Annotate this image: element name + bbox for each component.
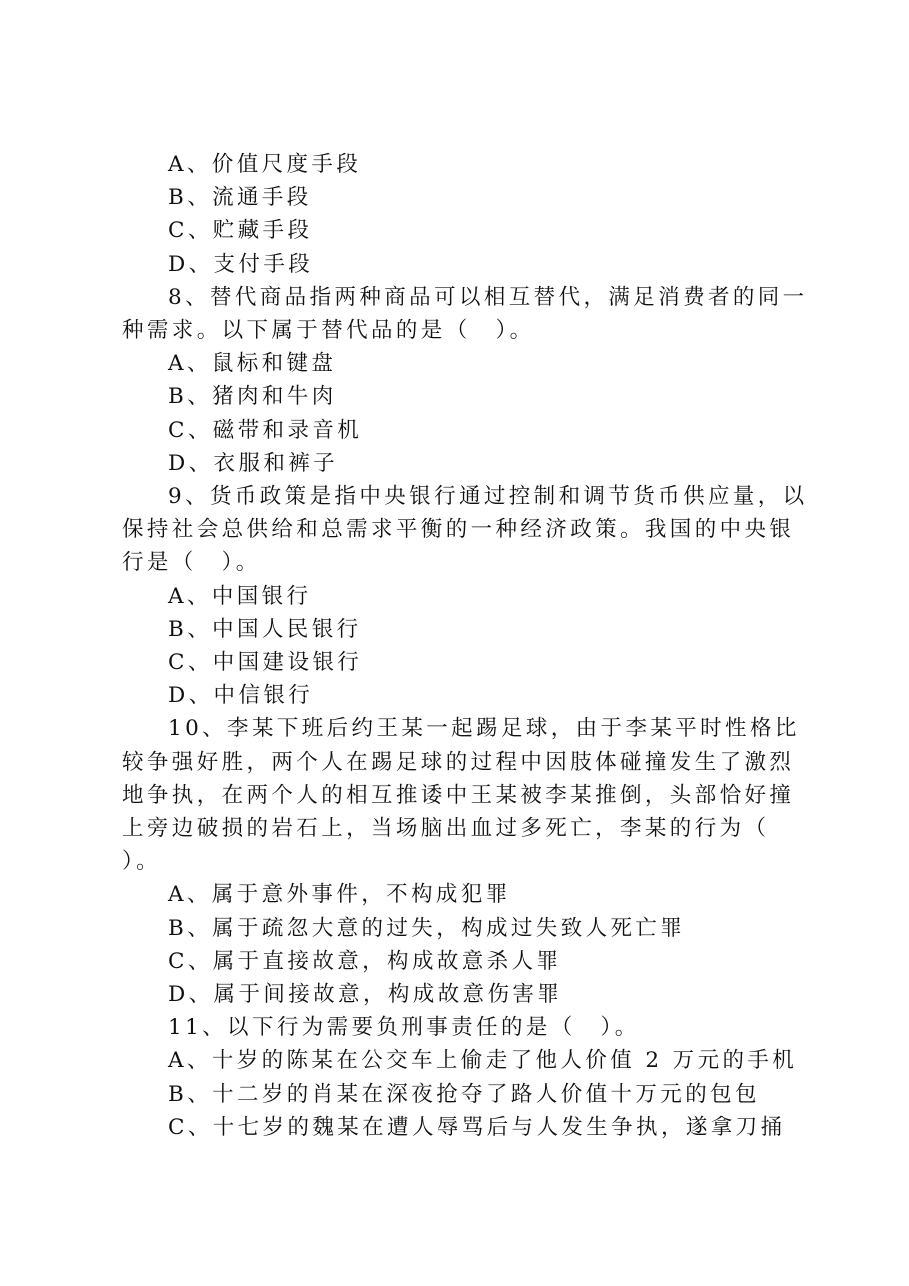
document-body	[122, 148, 808, 1144]
text-line: 行是（ ）。	[122, 550, 261, 576]
text-line: D、衣服和裤子	[168, 450, 339, 476]
text-line: C、中国建设银行	[168, 650, 363, 676]
text-line: 11、以下行为需要负刑事责任的是（ ）。	[168, 1015, 640, 1041]
text-line: A、鼠标和键盘	[168, 351, 337, 377]
text-line: A、价值尺度手段	[168, 152, 362, 177]
text-line: B、流通手段	[168, 185, 312, 211]
text-line: 地争执，在两个人的相互推诿中王某被李某推倒，头部恰好撞	[122, 782, 795, 808]
text-line: B、属于疏忽大意的过失，构成过失致人死亡罪	[168, 915, 686, 941]
text-line: 种需求。以下属于替代品的是（ ）。	[122, 318, 535, 344]
text-line: B、猪肉和牛肉	[168, 384, 337, 410]
text-line: 保持社会总供给和总需求平衡的一种经济政策。我国的中央银	[122, 517, 795, 543]
text-line: D、属于间接故意，构成故意伤害罪	[168, 982, 563, 1008]
text-line: 上旁边破损的岩石上，当场脑出血过多死亡，李某的行为（	[122, 816, 770, 842]
text-line: B、十二岁的肖某在深夜抢夺了路人价值十万元的包包	[168, 1081, 760, 1107]
text-line: C、磁带和录音机	[168, 417, 363, 443]
text-line: C、十七岁的魏某在遭人辱骂后与人发生争执，遂拿刀捅	[168, 1114, 786, 1140]
text-line: 10、李某下班后约王某一起踢足球，由于李某平时性格比	[168, 716, 800, 742]
text-line: A、十岁的陈某在公交车上偷走了他人价值 2 万元的手机	[168, 1048, 798, 1074]
text-line: ）。	[122, 849, 162, 875]
text-line: D、中信银行	[168, 683, 314, 709]
text-line: A、中国银行	[168, 583, 312, 609]
text-line: D、支付手段	[168, 251, 314, 277]
text-line: 8、替代商品指两种商品可以相互替代，满足消费者的同一	[168, 284, 808, 310]
text-line: 较争强好胜，两个人在踢足球的过程中因肢体碰撞发生了激烈	[122, 749, 795, 775]
text-line: B、中国人民银行	[168, 616, 362, 642]
text-line: A、属于意外事件，不构成犯罪	[168, 882, 511, 908]
text-line: C、属于直接故意，构成故意杀人罪	[168, 948, 562, 974]
text-line: C、贮藏手段	[168, 218, 313, 244]
text-line: 9、货币政策是指中央银行通过控制和调节货币供应量，以	[168, 484, 808, 510]
